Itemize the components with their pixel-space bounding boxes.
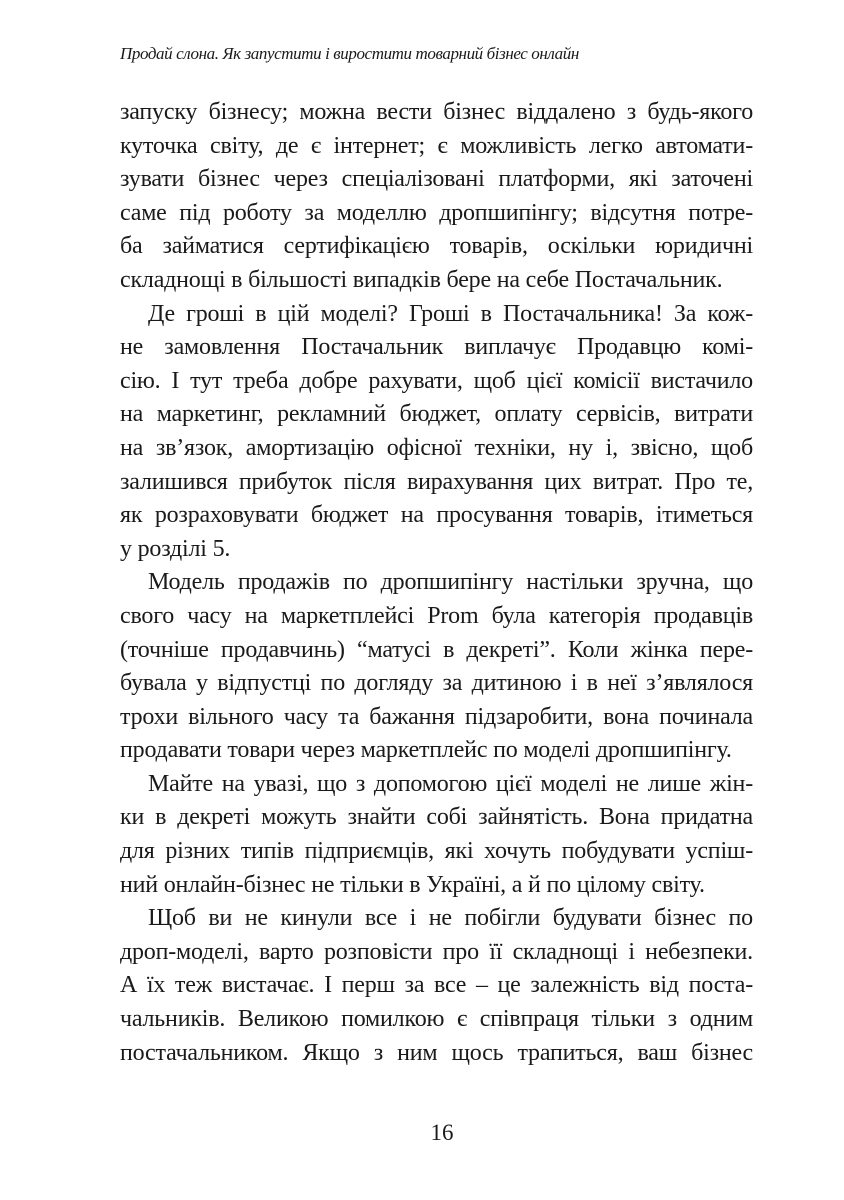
text-line: у розділі 5. bbox=[120, 535, 231, 562]
text-line: Модель продажів по дропшипінгу настільки зручна, що bbox=[148, 569, 753, 596]
text-line: продавати товари через маркетплейс по моделі дропшипінгу. bbox=[120, 737, 732, 764]
text-line: на зв’язок, амортизацію офісної техніки, ну і, звісно, щоб bbox=[120, 434, 753, 461]
text-line: Де гроші в цій моделі? Гроші в Постачальника! За кож- bbox=[148, 300, 753, 327]
text-line: запуску бізнесу; можна вести бізнес віддалено з будь-якого bbox=[120, 99, 753, 125]
paragraph bbox=[120, 768, 753, 902]
text-line: на маркетинг, рекламний бюджет, оплату сервісів, витрати bbox=[120, 401, 753, 428]
text-line: ки в декреті можуть знайти собі зайнятість. Вона придатна bbox=[120, 804, 753, 831]
text-line: (точніше продавчинь) “матусі в декреті”. Коли жінка пере- bbox=[120, 636, 753, 663]
paragraph bbox=[120, 298, 753, 567]
text-line: куточка світу, де є інтернет; є можливість легко автомати- bbox=[120, 132, 753, 159]
text-line: сію. І тут треба добре рахувати, щоб цієї комісії вистачило bbox=[120, 367, 753, 394]
text-line: як розраховувати бюджет на просування товарів, ітиметься bbox=[120, 502, 753, 529]
text-line: трохи вільного часу та бажання підзаробити, вона починала bbox=[120, 703, 753, 730]
text-line: чальників. Великою помилкою є співпраця тільки з одним bbox=[120, 1006, 753, 1033]
text-line: свого часу на маркетплейсі Prom була категорія продавців bbox=[120, 602, 753, 629]
text-line: складнощі в більшості випадків бере на себе Постачальник. bbox=[120, 266, 723, 293]
text-line: дроп-моделі, варто розповісти про її складнощі і небезпеки. bbox=[120, 938, 753, 965]
text-line: Майте на увазі, що з допомогою цієї моделі не лише жін- bbox=[148, 770, 753, 797]
text-line: ба займатися сертифікацією товарів, оскільки юридичні bbox=[120, 233, 753, 260]
text-line: залишився прибуток після вирахування цих витрат. Про те, bbox=[120, 468, 753, 495]
paragraph bbox=[120, 902, 753, 1070]
paragraph bbox=[120, 566, 753, 768]
page-number: 16 bbox=[430, 1120, 454, 1145]
text-line: ний онлайн-бізнес не тільки в Україні, а й по цілому світу. bbox=[120, 871, 705, 898]
text-line: Щоб ви не кинули все і не побігли будувати бізнес по bbox=[148, 905, 753, 932]
text-line: для різних типів підприємців, які хочуть побудувати успіш- bbox=[120, 838, 753, 865]
body-text bbox=[120, 96, 753, 1070]
paragraph bbox=[120, 96, 753, 298]
text-line: А їх теж вистачає. І перш за все – це залежність від поста- bbox=[120, 972, 753, 999]
running-header: Продай слона. Як запустити і виростити товарний бізнес онлайн bbox=[120, 44, 579, 63]
text-line: не замовлення Постачальник виплачує Продавцю комі- bbox=[120, 334, 753, 361]
text-line: саме під роботу за моделлю дропшипінгу; відсутня потре- bbox=[120, 199, 753, 226]
text-line: постачальником. Якщо з ним щось трапиться, ваш бізнес bbox=[120, 1039, 753, 1066]
text-line: бувала у відпустці по догляду за дитиною і в неї з’являлося bbox=[120, 670, 753, 697]
text-line: зувати бізнес через спеціалізовані платформи, які заточені bbox=[120, 166, 753, 193]
